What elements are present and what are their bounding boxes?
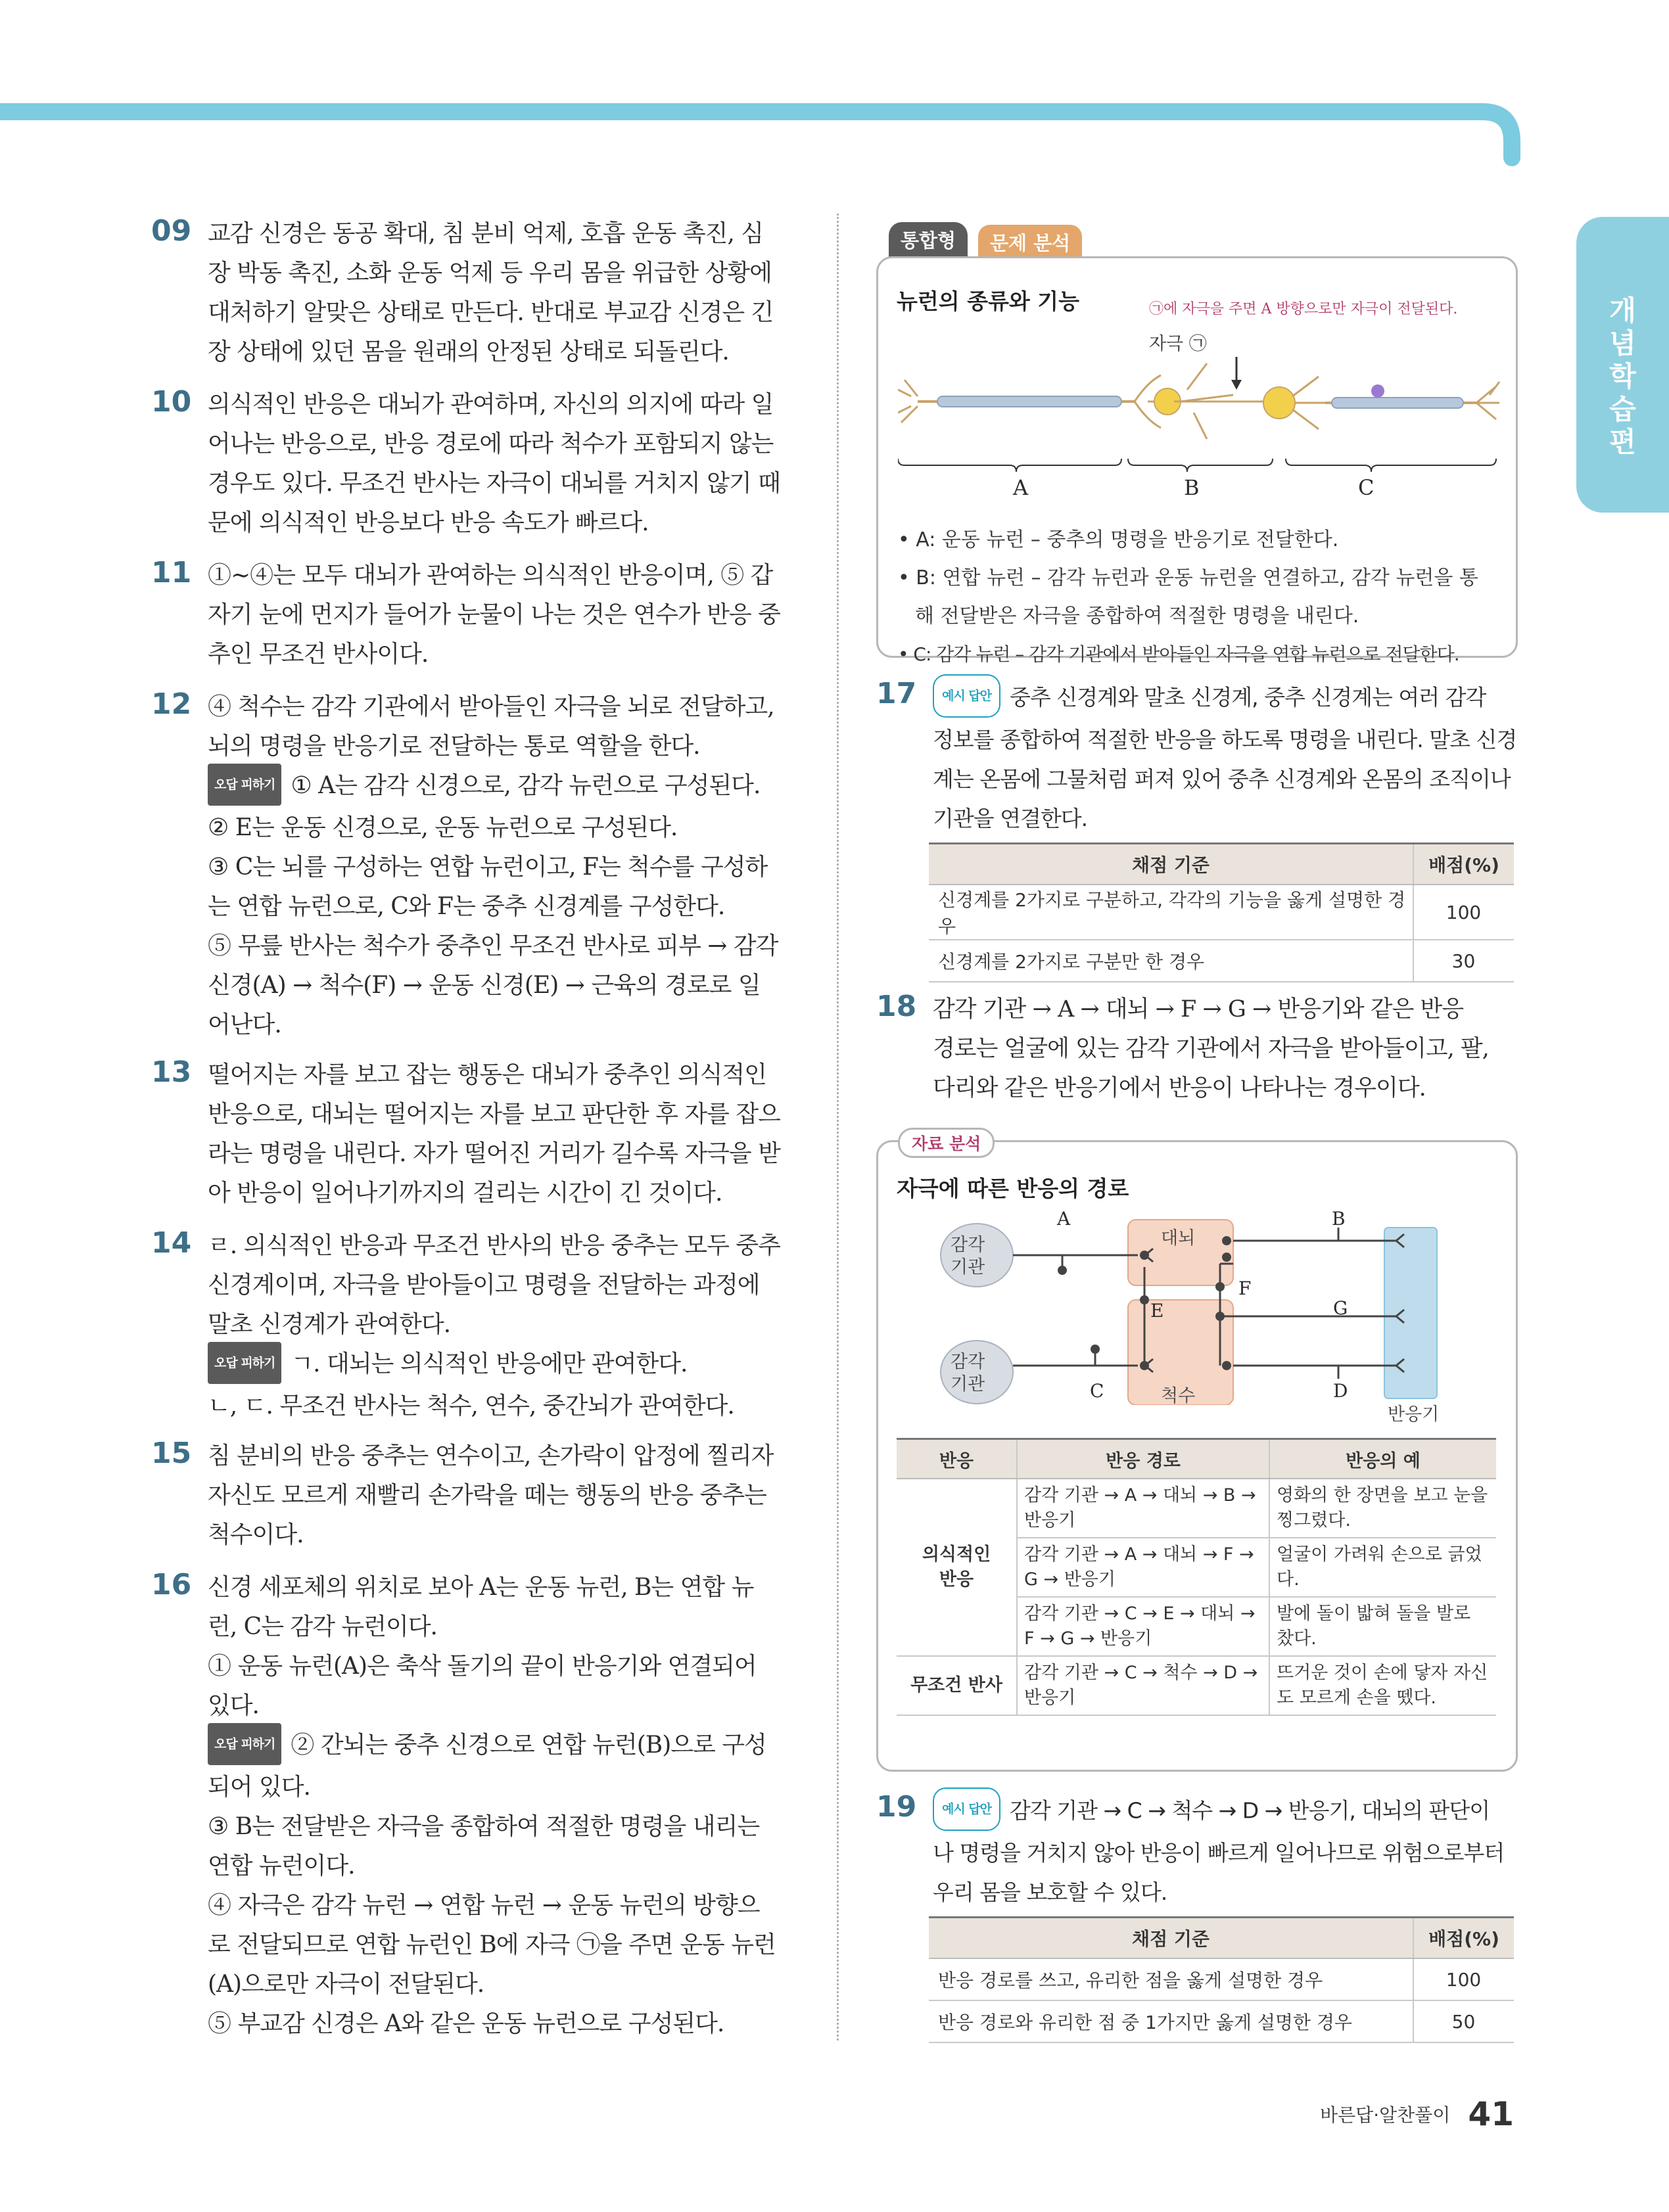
bullet-line: • B: 연합 뉴런 – 감각 뉴런과 운동 뉴런을 연결하고, 감각 뉴런을 통: [898, 566, 1478, 589]
answer-line: 장 상태에 있던 몸을 원래의 안정된 상태로 되돌린다.: [208, 338, 729, 365]
answer-line: ⑤ 부교감 신경은 A와 같은 운동 뉴런으로 구성된다.: [208, 2010, 724, 2037]
table-row: [897, 1479, 1496, 1538]
answer-line: ⑤ 무릎 반사는 척수가 중추인 무조건 반사로 피부 → 감각: [208, 933, 778, 959]
answer-line: 장 박동 촉진, 소화 운동 억제 등 우리 몸을 위급한 상황에: [208, 260, 772, 287]
answer-line: [933, 1790, 1520, 1833]
col-reaction: 반응: [897, 1439, 1017, 1479]
table-row: [897, 1656, 1496, 1715]
side-tab-char: 학: [1609, 360, 1636, 392]
answer-line: 런, C는 감각 뉴런이다.: [208, 1613, 437, 1640]
sense-organ-label: 감각 기관: [951, 1235, 985, 1278]
answer-line: ㄴ, ㄷ. 무조건 반사는 척수, 연수, 중간뇌가 관여한다.: [208, 1393, 734, 1419]
answer-line: ㄹ. 의식적인 반응과 무조건 반사의 반응 중추는 모두 중추: [208, 1232, 780, 1259]
wrong-answer-badge: 오답 피하기: [208, 1342, 281, 1384]
answer-line: 나 명령을 거치지 않아 반응이 빠르게 일어나므로 위험으로부터: [933, 1840, 1505, 1866]
answer-line: 말초 신경계가 관여한다.: [208, 1311, 451, 1338]
stimulus-label: 자극 ㉠: [1149, 334, 1207, 354]
answer-item-16: [151, 1568, 795, 2044]
answer-line: 다리와 같은 반응기에서 반응이 나타나는 경우이다.: [933, 1075, 1426, 1101]
footer-text: 바른답·알찬풀이: [1320, 2104, 1451, 2126]
table-cell: 50: [1413, 2000, 1514, 2042]
question-number: 09: [151, 214, 192, 248]
answer-line: 신경계이며, 자극을 받아들이고 명령을 전달하는 과정에: [208, 1272, 760, 1299]
example-answer-badge: 예시 답안: [933, 1787, 1000, 1831]
answer-first-line: 감각 기관 → C → 척수 → D → 반응기, 대뇌의 판단이: [1010, 1797, 1490, 1824]
wrong-answer-badge: 오답 피하기: [208, 764, 281, 806]
answer-line: ② E는 운동 신경으로, 운동 뉴런으로 구성된다.: [208, 814, 678, 841]
answer-line: 신경 세포체의 위치로 보아 A는 운동 뉴런, B는 연합 뉴: [208, 1574, 754, 1601]
answer-line: 아 반응이 일어나기까지의 걸리는 시간이 긴 것이다.: [208, 1180, 722, 1207]
answer-line: 연합 뉴런이다.: [208, 1853, 355, 1879]
table-cell: 뜨거운 것이 손에 닿자 자신도 모르게 손을 뗐다.: [1269, 1656, 1496, 1715]
bullet-line: • C: 감각 뉴런 – 감각 기관에서 받아들인 자극을 연합 뉴런으로 전달한다.: [898, 643, 1459, 665]
label-a: A: [1013, 475, 1029, 500]
answer-item-17: [876, 677, 1520, 839]
table-cell: 감각 기관 → A → 대뇌 → F → G → 반응기: [1017, 1538, 1269, 1597]
col-criteria: 채점 기준: [929, 844, 1413, 885]
answer-item-10: [151, 385, 795, 543]
data-analysis-tag: 자료 분석: [898, 1128, 995, 1158]
table-cell: 100: [1413, 885, 1514, 940]
table-cell: 신경계를 2가지로 구분만 한 경우: [929, 940, 1413, 982]
sensory-neuron: [1325, 382, 1499, 419]
reaction-path-table: [897, 1438, 1496, 1716]
table-row: [929, 940, 1514, 982]
col-path: 반응 경로: [1017, 1439, 1269, 1479]
path-letter-d: D: [1333, 1380, 1348, 1402]
path-letter-b: B: [1332, 1208, 1346, 1230]
reaction-path-box: [876, 1134, 1518, 1772]
answer-line: [208, 766, 795, 808]
bullet-line: 해 전달받은 자극을 종합하여 적절한 명령을 내린다.: [915, 605, 1359, 628]
badge-line: ① A는 감각 신경으로, 감각 뉴런으로 구성된다.: [291, 772, 761, 799]
answer-line: 되어 있다.: [208, 1774, 310, 1801]
spinal-cord-label: 척수: [1161, 1386, 1196, 1406]
question-number: 11: [151, 556, 192, 589]
table-cell: 반응 경로와 유리한 점 중 1가지만 옳게 설명한 경우: [929, 2000, 1413, 2042]
answer-line: 추인 무조건 반사이다.: [208, 641, 429, 668]
side-tab-char: 편: [1609, 426, 1636, 458]
path-letter-a: A: [1057, 1208, 1071, 1230]
question-number: 16: [151, 1568, 192, 1601]
col-score: 배점(%): [1413, 1918, 1514, 1959]
table-cell: 감각 기관 → C → 척수 → D → 반응기: [1017, 1656, 1269, 1715]
answer-line: 경로는 얼굴에 있는 감각 기관에서 자극을 받아들이고, 팔,: [933, 1036, 1489, 1062]
sense-organ-label: 감각 기관: [951, 1352, 985, 1394]
example-answer-badge: 예시 답안: [933, 674, 1000, 718]
analysis-tag: 문제 분석: [978, 225, 1082, 260]
path-letter-g: G: [1333, 1297, 1348, 1319]
q19-scoring-table: [929, 1916, 1514, 2043]
answer-item-11: [151, 556, 795, 674]
answer-item-14: [151, 1226, 795, 1426]
answer-line: 로 전달되므로 연합 뉴런인 B에 자극 ㉠을 주면 운동 뉴런: [208, 1931, 776, 1958]
question-number: 13: [151, 1055, 192, 1089]
answer-line: 문에 의식적인 반응보다 반응 속도가 빠르다.: [208, 509, 649, 536]
q17-scoring-table: [929, 842, 1514, 982]
answer-line: 척수이다.: [208, 1521, 304, 1548]
answer-item-13: [151, 1055, 795, 1213]
answer-line: 계는 온몸에 그물처럼 퍼져 있어 중추 신경계와 온몸의 조직이나: [933, 766, 1511, 792]
neuron-bullets: [898, 521, 1478, 674]
answer-line: 라는 명령을 내린다. 자가 떨어진 거리가 길수록 자극을 받: [208, 1140, 780, 1167]
table-cell: 반응 경로를 쓰고, 유리한 점을 옳게 설명한 경우: [929, 1958, 1413, 2000]
top-accent-bar: [0, 0, 1669, 171]
col-criteria: 채점 기준: [929, 1918, 1413, 1959]
side-tab-char: 념: [1609, 327, 1636, 359]
page-number: 41: [1468, 2095, 1514, 2133]
table-cell: 영화의 한 장면을 보고 눈을 찡그렸다.: [1269, 1479, 1496, 1538]
neuron-diagram: [898, 350, 1503, 482]
path-letter-c: C: [1090, 1380, 1104, 1402]
answer-line: 어난다.: [208, 1011, 281, 1038]
reaction-type: 의식적인 반응: [897, 1479, 1017, 1656]
table-cell: 신경계를 2가지로 구분하고, 각각의 기능을 옳게 설명한 경우: [929, 885, 1413, 940]
answer-line: 경우도 있다. 무조건 반사는 자극이 대뇌를 거치지 않기 때: [208, 470, 780, 497]
column-divider: [837, 214, 839, 2040]
answer-item-09: [151, 214, 795, 372]
answer-line: 있다.: [208, 1692, 259, 1719]
badge-line: ㄱ. 대뇌는 의식적인 반응에만 관여한다.: [291, 1350, 688, 1377]
question-number: 10: [151, 385, 192, 419]
answer-line: 자기 눈에 먼지가 들어가 눈물이 나는 것은 연수가 반응 중: [208, 601, 780, 628]
effector-label: 반응기: [1388, 1404, 1440, 1425]
answer-line: 는 연합 뉴런으로, C와 F는 중추 신경계를 구성한다.: [208, 893, 725, 920]
question-number: 18: [876, 990, 917, 1023]
reaction-type: 무조건 반사: [897, 1656, 1017, 1715]
answer-item-15: [151, 1437, 795, 1555]
answer-line: 교감 신경은 동공 확대, 침 분비 억제, 호흡 운동 촉진, 심: [208, 220, 764, 247]
label-b: B: [1184, 475, 1200, 500]
brain-label: 대뇌: [1161, 1228, 1196, 1249]
box-title: 자극에 따른 반응의 경로: [897, 1176, 1129, 1201]
interneuron: [1174, 363, 1328, 439]
stimulus-note: ㉠에 자극을 주면 A 방향으로만 자극이 전달된다.: [1149, 301, 1458, 317]
label-c: C: [1358, 475, 1375, 500]
answer-item-19: [876, 1790, 1520, 1912]
answer-line: 반응으로, 대뇌는 떨어지는 자를 보고 판단한 후 자를 잡으: [208, 1101, 780, 1128]
answer-line: ③ C는 뇌를 구성하는 연합 뉴런이고, F는 척수를 구성하: [208, 854, 768, 881]
answer-line: 침 분비의 반응 중추는 연수이고, 손가락이 압정에 찔리자: [208, 1442, 774, 1469]
bullet-line: • A: 운동 뉴런 – 중추의 명령을 반응기로 전달한다.: [898, 528, 1339, 551]
answer-line: 뇌의 명령을 반응기로 전달하는 통로 역할을 한다.: [208, 733, 700, 760]
table-cell: 감각 기관 → C → E → 대뇌 → F → G → 반응기: [1017, 1597, 1269, 1656]
effector-box: [1384, 1228, 1437, 1398]
table-cell: 100: [1413, 1958, 1514, 2000]
answer-line: ① 운동 뉴런(A)은 축삭 돌기의 끝이 반응기와 연결되어: [208, 1653, 757, 1680]
integrated-tag: 통합형: [889, 222, 968, 257]
page-footer: [1320, 2095, 1514, 2133]
side-tab-char: 습: [1609, 393, 1636, 425]
neuron-analysis-box: [876, 256, 1518, 665]
path-letter-f: F: [1238, 1278, 1252, 1299]
question-number: 17: [876, 677, 917, 710]
col-score: 배점(%): [1413, 844, 1514, 885]
answer-line: ④ 자극은 감각 뉴런 → 연합 뉴런 → 운동 뉴런의 방향으: [208, 1892, 760, 1919]
table-cell: 30: [1413, 940, 1514, 982]
side-tab-concept-learning[interactable]: [1576, 217, 1669, 513]
wrong-answer-badge: 오답 피하기: [208, 1723, 281, 1765]
answer-line: (A)으로만 자극이 전달된다.: [208, 1971, 484, 1998]
question-number: 15: [151, 1437, 192, 1470]
answer-line: [208, 1726, 795, 1768]
badge-line: ② 간뇌는 중추 신경으로 연합 뉴런(B)으로 구성: [291, 1732, 766, 1759]
answer-line: 우리 몸을 보호할 수 있다.: [933, 1879, 1167, 1905]
table-cell: 발에 돌이 밟혀 돌을 발로 찼다.: [1269, 1597, 1496, 1656]
table-row: [929, 2000, 1514, 2042]
answer-line: 정보를 종합하여 적절한 반응을 하도록 명령을 내린다. 말초 신경: [933, 727, 1517, 752]
table-row: [929, 1958, 1514, 2000]
answer-line: 기관을 연결한다.: [933, 806, 1088, 831]
answer-line: 신경(A) → 척수(F) → 운동 신경(E) → 근육의 경로로 일: [208, 972, 761, 999]
answer-item-12: [151, 687, 795, 1045]
question-number: 12: [151, 687, 192, 721]
answer-line: [208, 1345, 795, 1387]
table-row: [929, 885, 1514, 940]
col-example: 반응의 예: [1269, 1439, 1496, 1479]
answer-line: 떨어지는 자를 보고 잡는 행동은 대뇌가 중추인 의식적인: [208, 1061, 766, 1088]
answer-item-18: [876, 990, 1520, 1108]
answer-line: ①~④는 모두 대뇌가 관여하는 의식적인 반응이며, ⑤ 갑: [208, 562, 773, 589]
answer-line: ④ 척수는 감각 기관에서 받아들인 자극을 뇌로 전달하고,: [208, 693, 774, 720]
question-number: 14: [151, 1226, 192, 1260]
side-tab-char: 개: [1609, 294, 1636, 327]
motor-neuron: [898, 375, 1181, 428]
answer-line: 대처하기 알맞은 상태로 만든다. 반대로 부교감 신경은 긴: [208, 299, 774, 326]
answer-line: [933, 677, 1520, 720]
answer-line: ③ B는 전달받은 자극을 종합하여 적절한 명령을 내리는: [208, 1813, 760, 1840]
answer-line: 자신도 모르게 재빨리 손가락을 떼는 행동의 반응 중추는: [208, 1482, 766, 1509]
answer-line: 어나는 반응으로, 반응 경로에 따라 척수가 포함되지 않는: [208, 430, 774, 457]
box-title: 뉴런의 종류와 기능: [897, 288, 1080, 314]
question-number: 19: [876, 1790, 917, 1824]
answer-first-line: 중추 신경계와 말초 신경계, 중추 신경계는 여러 감각: [1010, 684, 1486, 710]
path-letter-e: E: [1150, 1300, 1164, 1322]
answer-line: 의식적인 반응은 대뇌가 관여하며, 자신의 의지에 따라 일: [208, 391, 774, 418]
table-cell: 감각 기관 → A → 대뇌 → B → 반응기: [1017, 1479, 1269, 1538]
answer-line: 감각 기관 → A → 대뇌 → F → G → 반응기와 같은 반응: [933, 996, 1464, 1023]
table-cell: 얼굴이 가려워 손으로 긁었다.: [1269, 1538, 1496, 1597]
